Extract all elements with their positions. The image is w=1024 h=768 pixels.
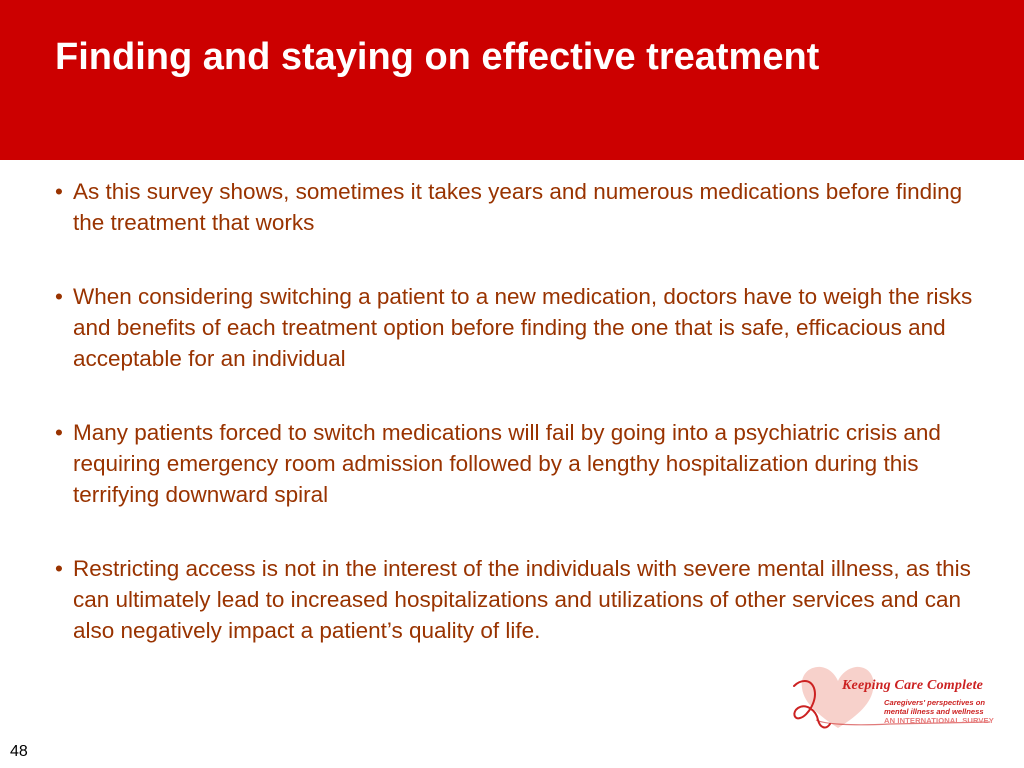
bullet-text: Restricting access is not in the interest of the individuals with severe mental illness, as this can ultimately lead to increased hospitalizations and utilizations of other services and can also negatively impact a patient’s quality of life. [73, 556, 971, 643]
slide-title: Finding and staying on effective treatment [55, 36, 820, 78]
bullet-item [55, 281, 995, 374]
logo-survey-label: AN INTERNATIONAL SURVEY [884, 716, 994, 725]
bullet-marker: • [55, 179, 63, 204]
bullet-marker: • [55, 556, 63, 581]
bullet-text: Many patients forced to switch medications will fail by going into a psychiatric crisis and requiring emergency room admission followed by a lengthy hospitalization during this terrifying downward spiral [73, 420, 941, 507]
bullet-item [55, 553, 995, 646]
bullet-marker: • [55, 420, 63, 445]
bullet-item [55, 176, 995, 238]
logo-tagline: Caregivers' perspectives on [884, 698, 985, 707]
logo-name: Keeping Care Complete [842, 678, 984, 693]
bullet-item [55, 417, 995, 510]
bullet-marker: • [55, 284, 63, 309]
bullet-text: When considering switching a patient to a new medication, doctors have to weigh the risks and benefits of each treatment option before finding the one that is safe, efficacious and acceptable for an individual [73, 284, 973, 371]
bullet-list [55, 176, 995, 646]
keeping-care-complete-logo [790, 658, 996, 736]
bullet-text: As this survey shows, sometimes it takes years and numerous medications before finding the treatment that works [73, 179, 963, 235]
slide-number: 48 [10, 743, 28, 760]
title-banner [0, 0, 1024, 160]
logo-tagline: mental illness and wellness [884, 707, 984, 716]
